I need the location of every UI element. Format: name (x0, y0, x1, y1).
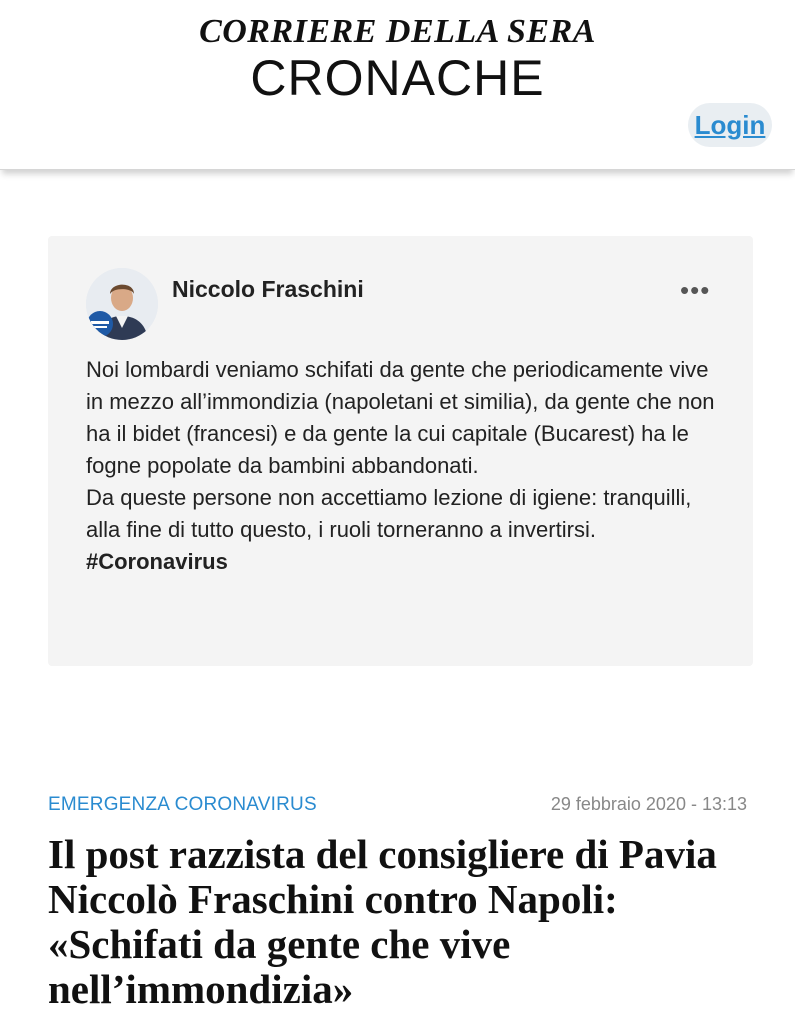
article-category-link[interactable]: EMERGENZA CORONAVIRUS (48, 794, 317, 815)
hashtag-link[interactable]: #Coronavirus (86, 549, 228, 574)
masthead-logo[interactable]: CORRIERE DELLA SERA (199, 13, 596, 50)
site-header (0, 0, 795, 170)
post-paragraph: Da queste persone non accettiamo lezione di igiene: tranquilli, alla fine di tutto questo, i ruoli torneranno a invertirsi. (86, 485, 692, 542)
post-body (86, 354, 726, 578)
social-post-card (48, 236, 753, 666)
post-author-name[interactable]: Niccolo Fraschini (172, 276, 364, 302)
avatar[interactable] (86, 268, 158, 340)
article-date: 29 febbraio 2020 - 13:13 (550, 794, 747, 814)
login-button[interactable]: Login (688, 103, 772, 147)
article-headline: Il post razzista del consigliere di Pavia Niccolò Fraschini contro Napoli: «Schifati da gente che vive nell’immondizia» (48, 831, 717, 1012)
section-title[interactable]: CRONACHE (250, 50, 545, 106)
more-options-icon[interactable]: ••• (680, 275, 711, 305)
profile-photo-icon (86, 268, 158, 340)
post-paragraph: Noi lombardi veniamo schifati da gente che periodicamente vive in mezzo all’immondizia (napoletani et similia), da gente che non ha il bidet (francesi) e da gente la cui capitale (Bucarest) ha le fogne popolate da bambini abbandonati. (86, 357, 715, 478)
